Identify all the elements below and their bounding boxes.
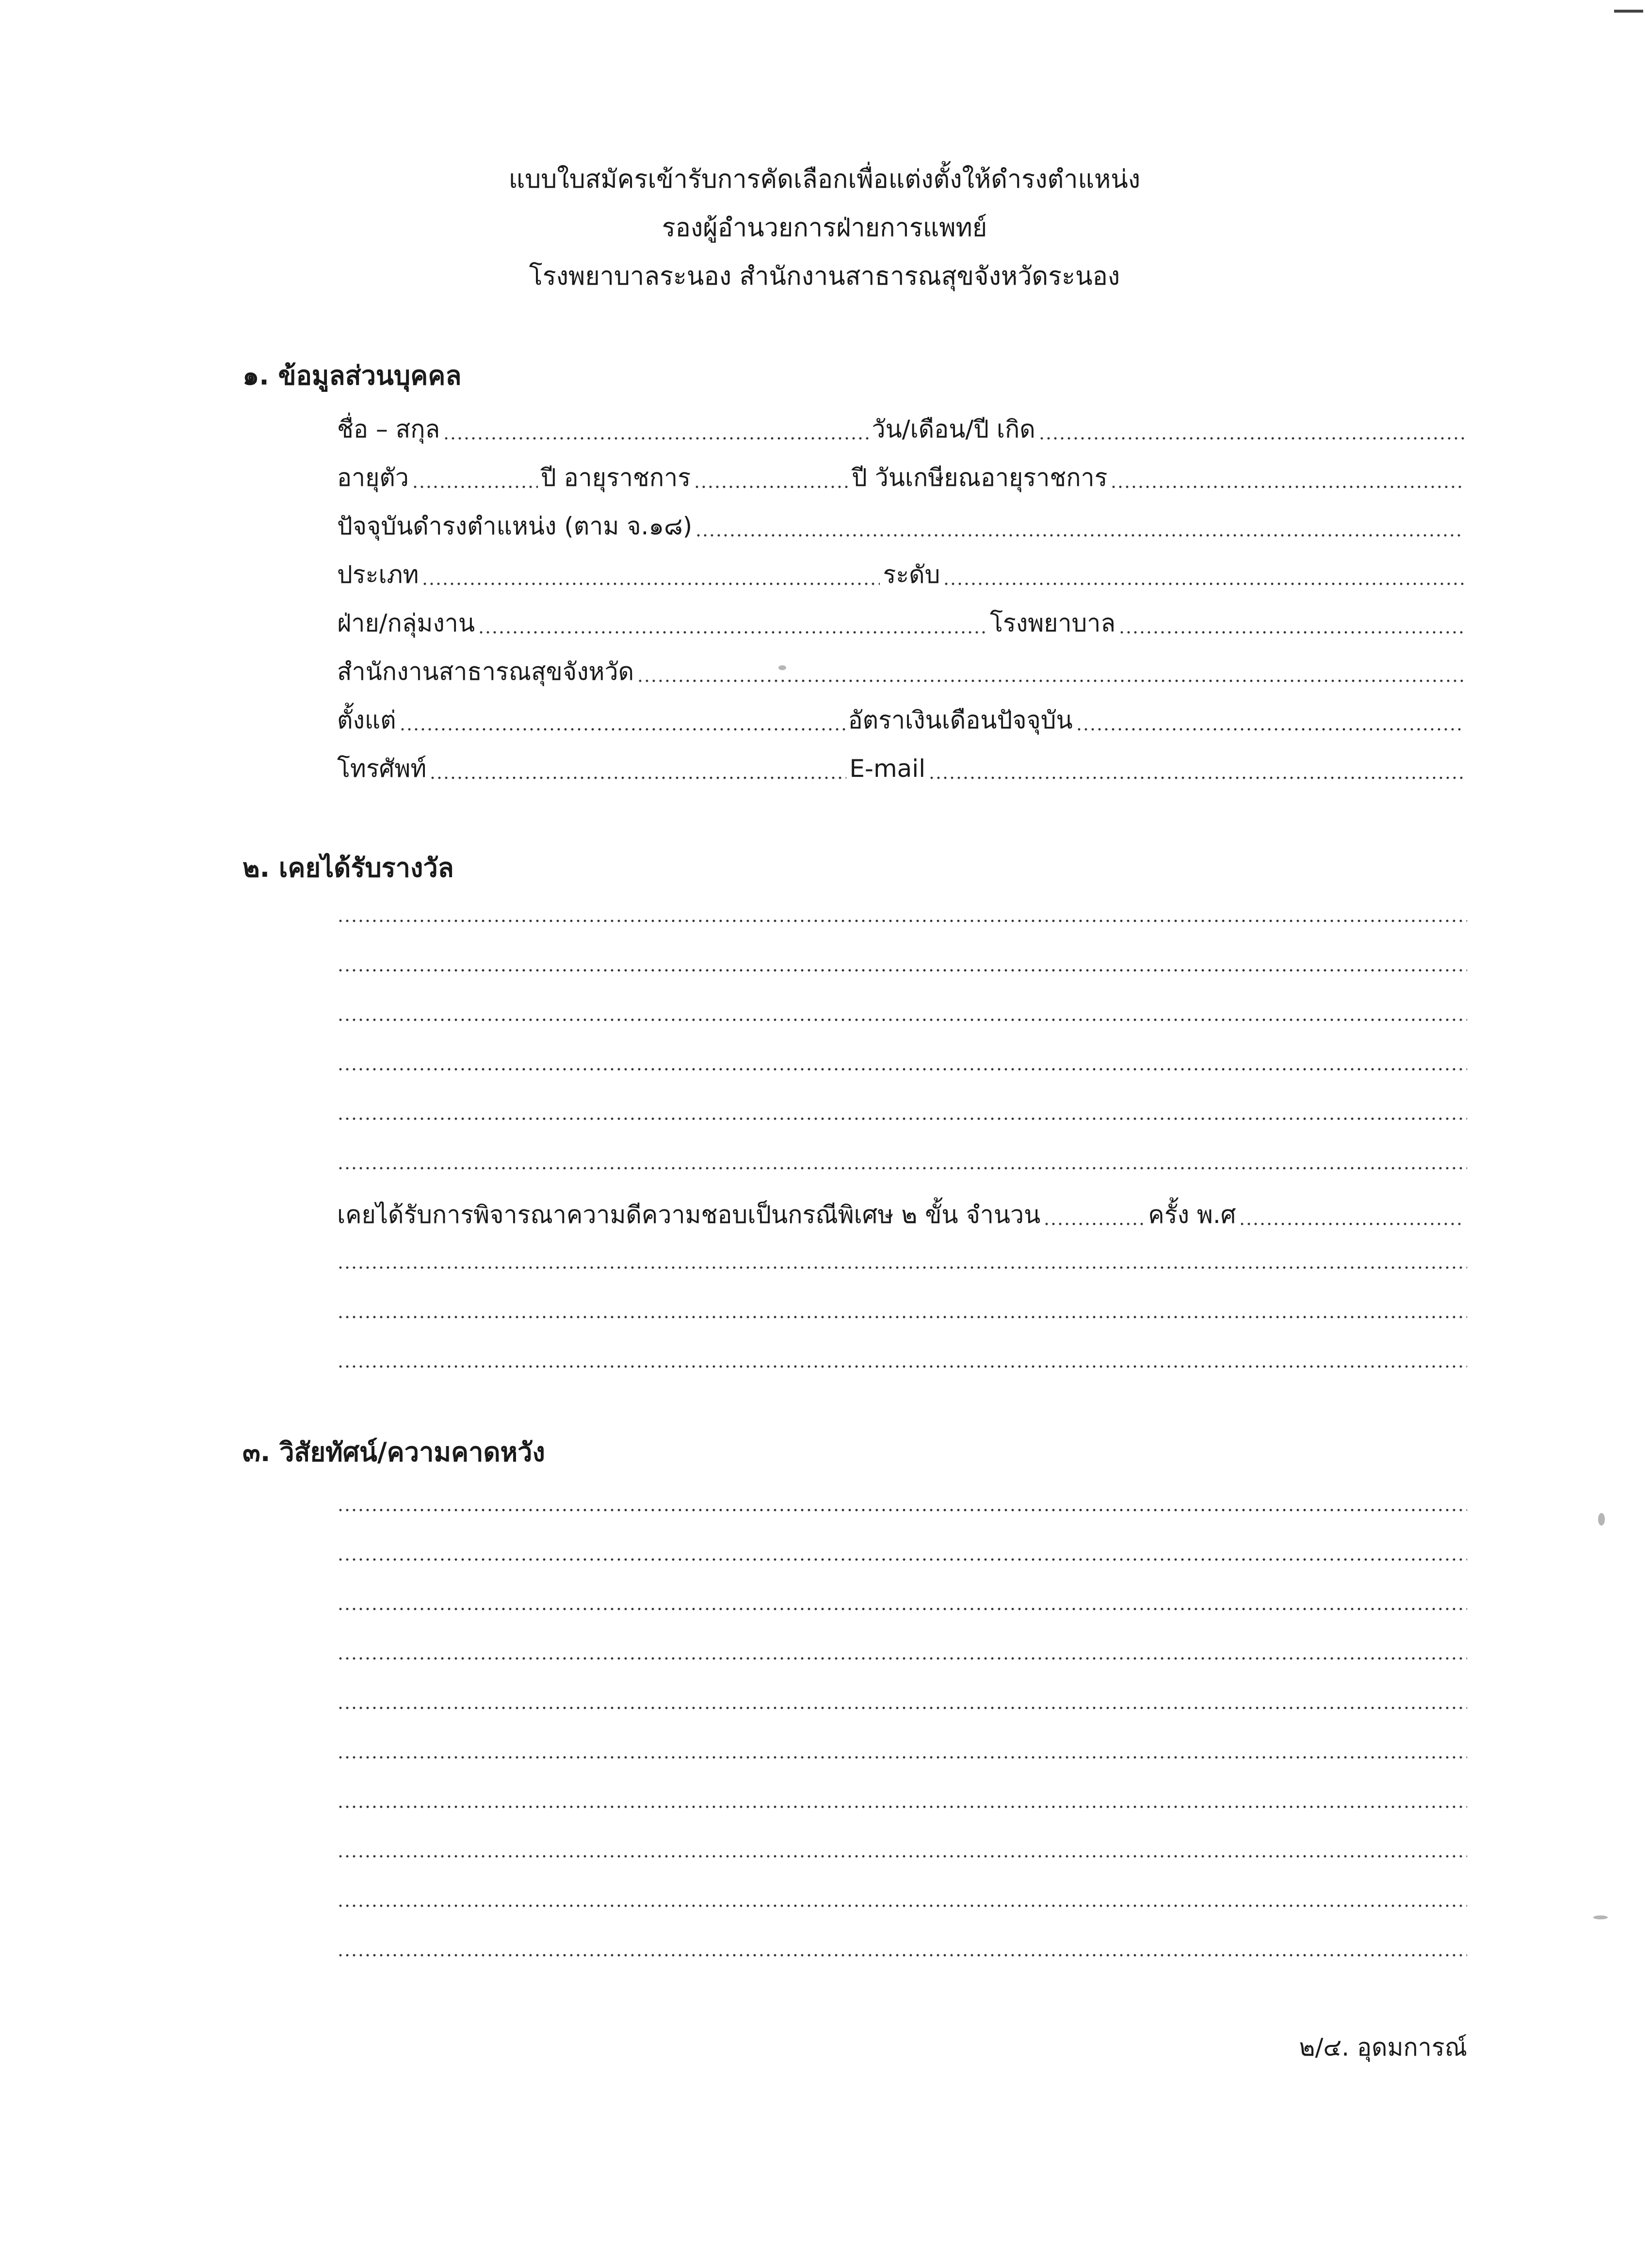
section1-title: ๑. ข้อมูลส่วนบุคคล: [242, 360, 462, 391]
organization-title: โรงพยาบาลระนอง สำนักงานสาธารณสุขจังหวัดระนอง: [529, 262, 1120, 291]
hospital-field[interactable]: [1118, 604, 1464, 643]
scan-speck: [778, 665, 786, 670]
row-current-position: [337, 507, 1467, 546]
vision-line-9[interactable]: [337, 1901, 1467, 1909]
type-field[interactable]: [421, 555, 880, 594]
awards-line-6[interactable]: [337, 1164, 1467, 1172]
vision-line-6[interactable]: [337, 1753, 1467, 1761]
service-years-label: ปี อายุราชการ: [540, 464, 691, 492]
age-label: อายุตัว: [337, 464, 409, 492]
section3-title: ๓. วิสัยทัศน์/ความคาดหวัง: [242, 1437, 545, 1467]
since-label: ตั้งแต่: [337, 706, 396, 734]
awards-line-5[interactable]: [337, 1114, 1467, 1122]
current-position-field[interactable]: [695, 507, 1464, 546]
phone-label: โทรศัพท์: [337, 755, 427, 783]
row-name-birth: [337, 410, 1467, 449]
type-label: ประเภท: [337, 561, 419, 589]
birth-date-field[interactable]: [1038, 410, 1464, 449]
name-field[interactable]: [443, 410, 869, 449]
birth-date-label: วัน/เดือน/ปี เกิด: [872, 415, 1035, 443]
service-years-field[interactable]: [694, 458, 849, 497]
vision-line-1[interactable]: [337, 1506, 1467, 1513]
vision-line-7[interactable]: [337, 1802, 1467, 1810]
provincial-office-label: สำนักงานสาธารณสุขจังหวัด: [337, 658, 634, 686]
vision-line-10[interactable]: [337, 1951, 1467, 1959]
form-header: [0, 155, 1649, 301]
vision-line-3[interactable]: [337, 1605, 1467, 1612]
row-special-consideration: [337, 1195, 1467, 1234]
age-field[interactable]: [412, 458, 538, 497]
retirement-field[interactable]: [1110, 458, 1464, 497]
special-line-1[interactable]: [337, 1263, 1467, 1271]
row-phone-email: [337, 749, 1467, 788]
row-provincial-office: [337, 652, 1467, 691]
times-field[interactable]: [1043, 1195, 1145, 1234]
section2-title: ๒. เคยได้รับรางวัล: [242, 853, 454, 883]
email-label: E-mail: [849, 755, 926, 783]
row-type-level: [337, 555, 1467, 594]
current-position-label: ปัจจุบันดำรงตำแหน่ง (ตาม จ.๑๘): [337, 512, 693, 540]
row-division-hospital: [337, 604, 1467, 643]
special-line-2[interactable]: [337, 1313, 1467, 1320]
awards-line-1[interactable]: [337, 917, 1467, 924]
salary-field[interactable]: [1076, 701, 1464, 740]
year-field[interactable]: [1239, 1195, 1464, 1234]
scan-speck: [1593, 1915, 1608, 1919]
position-title: รองผู้อำนวยการฝ่ายการแพทย์: [662, 213, 987, 242]
times-label: ครั้ง พ.ศ: [1148, 1201, 1236, 1229]
since-field[interactable]: [399, 701, 845, 740]
special-consideration-label: เคยได้รับการพิจารณาความดีความชอบเป็นกรณีพิเศษ ๒ ขั้น จำนวน: [337, 1201, 1041, 1229]
phone-field[interactable]: [429, 749, 846, 788]
form-title: แบบใบสมัครเข้ารับการคัดเลือกเพื่อแต่งตั้งให้ดำรงตำแหน่ง: [508, 165, 1141, 194]
awards-line-4[interactable]: [337, 1065, 1467, 1073]
salary-label: อัตราเงินเดือนปัจจุบัน: [848, 706, 1073, 734]
name-label: ชื่อ – สกุล: [337, 415, 440, 443]
hospital-label: โรงพยาบาล: [990, 609, 1116, 637]
vision-line-4[interactable]: [337, 1654, 1467, 1662]
vision-line-8[interactable]: [337, 1852, 1467, 1860]
awards-line-2[interactable]: [337, 966, 1467, 974]
scan-speck: [1598, 1513, 1605, 1526]
awards-line-3[interactable]: [337, 1015, 1467, 1023]
special-line-3[interactable]: [337, 1362, 1467, 1370]
row-age-service: [337, 458, 1467, 497]
division-field[interactable]: [478, 604, 987, 643]
division-label: ฝ่าย/กลุ่มงาน: [337, 609, 475, 637]
vision-line-5[interactable]: [337, 1704, 1467, 1711]
email-field[interactable]: [928, 749, 1464, 788]
level-label: ระดับ: [883, 561, 940, 589]
vision-line-2[interactable]: [337, 1555, 1467, 1563]
edge-mark: [1614, 10, 1643, 13]
footer-note: ๒/๔. อุดมการณ์: [1299, 2033, 1467, 2061]
level-field[interactable]: [943, 555, 1464, 594]
row-since-salary: [337, 701, 1467, 740]
provincial-office-field[interactable]: [637, 652, 1464, 691]
retirement-label: ปี วันเกษียณอายุราชการ: [852, 464, 1108, 492]
